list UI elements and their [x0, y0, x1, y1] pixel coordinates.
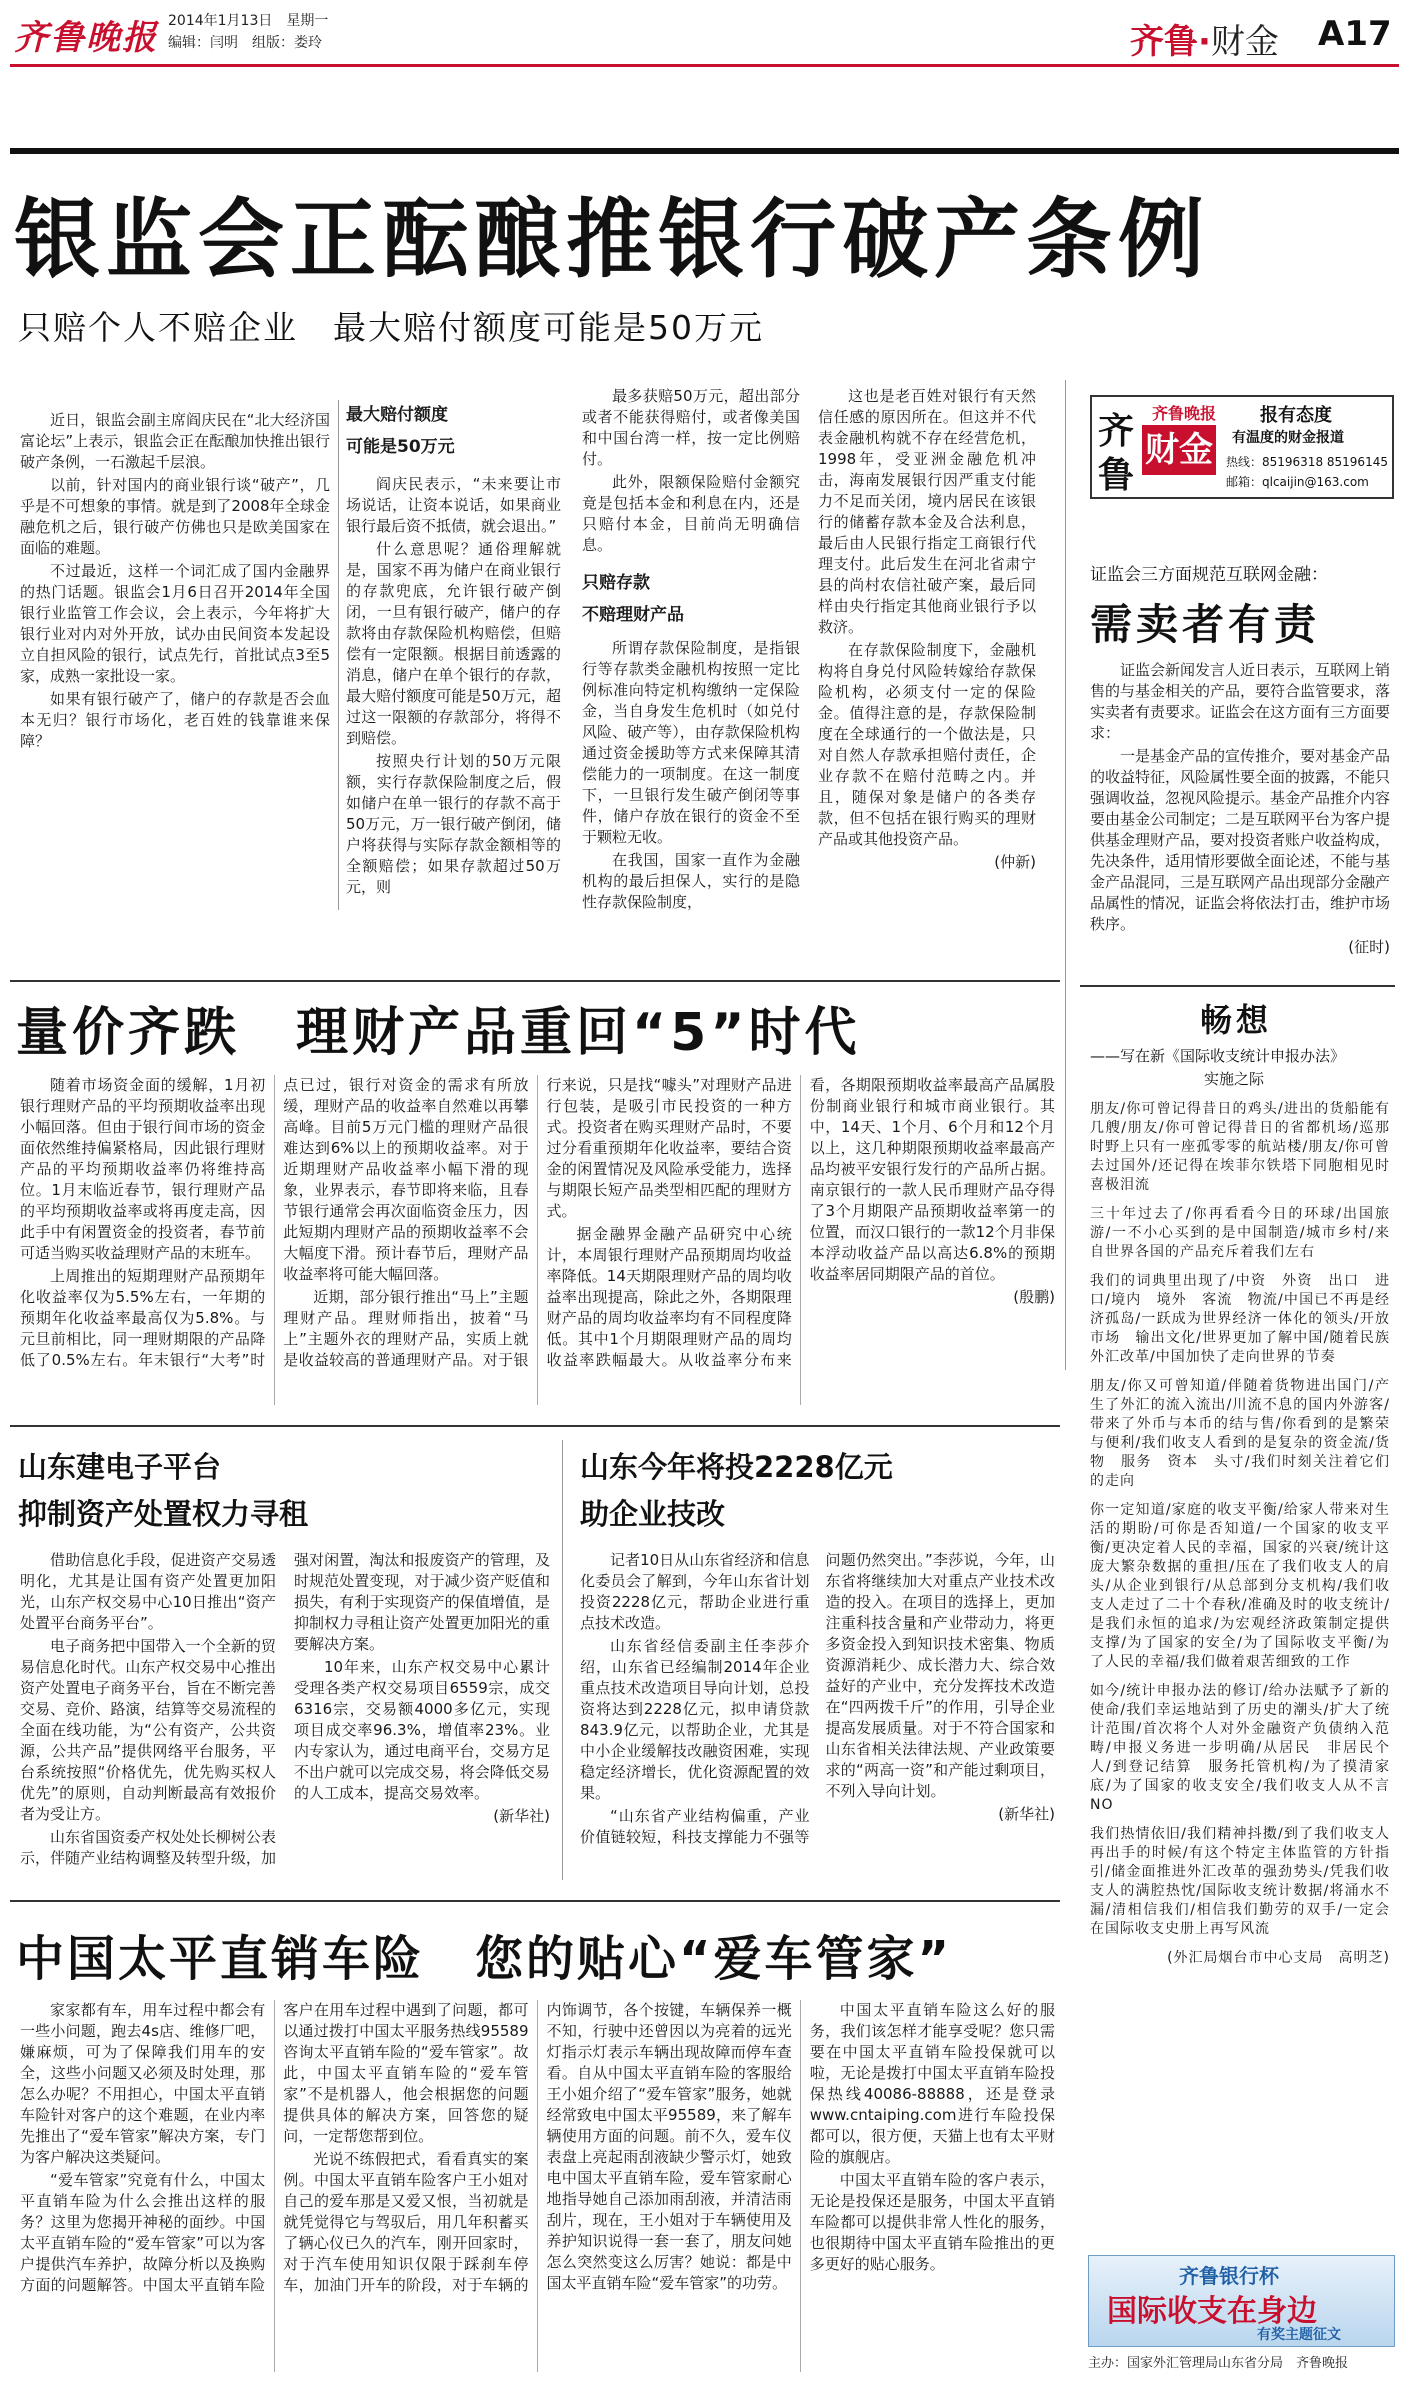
poem-title: 畅想	[1200, 1001, 1273, 1039]
issue-date: 2014年1月13日 星期一	[168, 13, 329, 29]
right-paragraph: 证监会新闻发言人近日表示，互联网上销售的与基金相关的产品，要符合监管要求，落实卖者有责要求。证监会在这方面有三方面要求：	[1090, 661, 1391, 742]
story3-headline-2: 抑制资产处置权力寻租	[18, 1497, 309, 1531]
lead-paragraph: 最多获赔50万元，超出部分或者不能获得赔付，或者像美国和中国台湾一样，按一定比例赔付。	[582, 387, 800, 468]
top-thick-rule	[10, 148, 1399, 154]
story5-paragraph: 中国太平直销车险这么好的服务，我们该怎样才能享受呢？您只需要在中国太平直销车险投保就可以啦，无论是拨打中国太平直销车险投保热线40086-88888，还是登录www.cntaiping.com进行车险投保都可以，很方便，天猫上也有太平财险的旗舰店。	[809, 2001, 1055, 2166]
poem-subtitle-2: 实施之际	[1204, 1070, 1265, 1088]
lead-paragraph: 所谓存款保险制度，是指银行等存款类金融机构按照一定比例标准向特定机构缴纳一定保险金，当自身发生危机时（如兑付风险、破产等），由存款保险机构通过资金援助等方式来保障其清偿能力的一项制度。在这一制度下，一旦银行发生破产倒闭等事件，储户存放在银行的资金不至于颗粒无收。	[582, 639, 800, 846]
lead-paragraph: 以前，针对国内的商业银行谈“破产”，几乎是不可想象的事情。就是到了2008年全球金融危机之后，银行破产仿佛也只是欧美国家在面临的难题。	[20, 476, 330, 557]
story3-paragraph: 电子商务把中国带入一个全新的贸易信息化时代。山东产权交易中心推出资产处置电子商务平台，旨在不断完善交易、竞价、路演，结算等交易流程的全面在线功能，为“公有资产，公共资源，公共产品”提供网络平台服务，平台系统按照“价格优先，优先购买权人优先”的原则，自动判断最高有效报价者为受让方。	[20, 1637, 276, 1823]
lead-paragraph: 近日，银监会副主席阎庆民在“北大经济国富论坛”上表示，银监会正在酝酿加快推出银行破产条例，一石激起千层浪。	[20, 411, 330, 471]
ad-hotline: 热线：85196318 85196145	[1226, 455, 1388, 469]
lead-subhead: 可能是50万元	[346, 437, 455, 457]
ad-slogan-b: 有温度的财金报道	[1232, 430, 1344, 446]
byline: (外汇局烟台市中心支局 高明芝)	[1167, 1950, 1390, 1966]
paper-logo: 齐鲁晚报	[14, 18, 158, 58]
ad-logo-qi: 齐	[1098, 411, 1135, 452]
banner-line-2: 国际收支在身边	[1107, 2294, 1317, 2329]
right-story-body	[1090, 660, 1390, 960]
story4-paragraph: 记者10日从山东省经济和信息化委员会了解到，今年山东省计划投资2228亿元，帮助企业进行重点技术改造。	[580, 1551, 810, 1632]
banner-line-1: 齐鲁银行杯	[1179, 2264, 1279, 2288]
section-name-b: 财金	[1210, 22, 1279, 62]
byline: (仲新)	[994, 853, 1036, 871]
masthead-rule	[10, 64, 1399, 67]
column-divider	[1065, 380, 1066, 1370]
essay-contest-banner	[1088, 2255, 1395, 2347]
story2-paragraph: 近期，部分银行推出“马上”主题理财产品。理财师指出，披着“马上”主题外衣的理财产品，实质上就是收益较高的普通理财产品。对于银行来说，只是找“噱头”对理财产品进行包装，是吸引市民投资的一种方式。投资者在购买理财产品时，不要过分看重预期年化收益率，要结合资金的闲置情况及风险承受能力，选择与期限长短产品类型相匹配的理财方式。	[283, 1076, 792, 1369]
lead-paragraph: 按照央行计划的50万元限额，实行存款保险制度之后，假如储户在单一银行的存款不高于50万元，万一银行破产倒闭，储户将获得与实际存款金额相等的全额赔偿；如果存款超过50万元，则	[346, 752, 561, 896]
story5-paragraph: “爱车管家”究竟有什么，中国太平直销车险为什么会推出这样的服务？这里为您揭开神秘的面纱。中国太平直销车险的“爱车管家”可以为客户提供汽车养护，故障分析以及换购方面的问题解答。中国太平直销车险客户在用车过程中遇到了问题，都可以通过拨打中国太平服务热线95589咨询太平直销车险的“爱车管家”。故此，中国太平直销车险的“爱车管家”不是机器人，他会根据您的问题提供具体的解决方案，回答您的疑问，一定帮您帮到位。	[20, 2001, 529, 2294]
poem-stanza: 我们的词典里出现了/中资 外资 出口 进口/境内 境外 客流 物流/中国已不再是经济孤岛/一跃成为世界经济一体化的领头/开放市场 输出文化/世界更加了解中国/随着民族 外汇改革/中国加快了走向世界的节奏	[1090, 1273, 1405, 1365]
section-name	[1130, 14, 1279, 63]
section-divider	[1080, 985, 1395, 987]
lead-column-3	[582, 386, 800, 911]
lead-column-2	[346, 400, 561, 905]
story3-headline-1: 山东建电子平台	[18, 1450, 222, 1484]
lead-column-1	[20, 410, 330, 905]
column-ad-box	[1090, 395, 1394, 499]
story5-body	[20, 2000, 1055, 2372]
right-kicker: 证监会三方面规范互联网金融：	[1090, 565, 1328, 585]
poem-stanza: 如今/统计申报办法的修订/给办法赋予了新的使命/我们幸运地站到了历史的潮头/扩大了统计范围/首次将个人对外金融资产负债纳入范畴/申报义务进一步明确/从居民 非居民个人/到登记结算 服务托管机构/为了摸清家底/为了国家的收支安全/我们收支人从不言NO	[1090, 1683, 1390, 1813]
poem-stanza: 朋友/你可曾记得昔日的鸡头/进出的货船能有几艘/朋友/你可曾记得昔日的省都机场/巡那时野上只有一座孤零零的航站楼/朋友/你可曾去过国外/还记得在埃菲尔铁塔下同胞相见时喜极泪流	[1090, 1101, 1390, 1193]
section-name-a: 齐鲁	[1130, 22, 1198, 62]
story2-body	[20, 1075, 1055, 1405]
story2-paragraph: 随着市场资金面的缓解，1月初银行理财产品的平均预期收益率出现小幅回落。但由于银行间市场的资金面依然维持偏紧格局，因此银行理财产品的平均预期收益率仍将维持高位。1月末临近春节，银行理财产品的平均预期收益率或将再度走高，因此手中有闲置资金的投资者，春节前可适当购买收益理财产品的末班车。	[20, 1076, 266, 1262]
column-divider	[562, 1440, 563, 1880]
byline: (征时)	[1348, 938, 1390, 956]
section-divider	[10, 980, 1060, 982]
lead-headline: 银监会正酝酿推银行破产条例	[14, 190, 1210, 290]
right-paragraph: 一是基金产品的宣传推介，要对基金产品的收益特征，风险属性要全面的披露，不能只强调收益，忽视风险提示。基金产品推介内容要由基金公司制定；二是互联网平台为客户提供基金理财产品，要对投资者账户收益构成，先决条件，适用情形要做全面论述，不能与基金产品混同，三是互联网产品出现部分金融产品属性的情况，证监会将依法打击，维护市场秩序。	[1090, 747, 1391, 933]
poem-body	[1090, 1100, 1405, 2245]
story5-paragraph: 中国太平直销车险的客户表示，无论是投保还是服务，中国太平直销车险都可以提供非常人性化的服务，也很期待中国太平直销车险推出的更多更好的贴心服务。	[809, 2171, 1055, 2273]
byline: (新华社)	[998, 1805, 1055, 1823]
story3-body	[20, 1550, 550, 1880]
story5-headline: 中国太平直销车险 您的贴心“爱车管家”	[16, 1931, 953, 1987]
poem-subtitle-1: ——写在新《国际收支统计申报办法》	[1090, 1047, 1346, 1065]
lead-paragraph: 不过最近，这样一个词汇成了国内金融界的热门话题。银监会1月6日召开2014年全国银行业监管工作会议，会上表示，今年将扩大银行业对内对外开放，试办由民间资本发起设立自担风险的银行，试点先行，首批试点3至5家，成熟一家批设一家。	[20, 562, 330, 685]
page-number: A17	[1318, 14, 1392, 54]
lead-subhead: 只赔存款	[582, 573, 650, 593]
lead-paragraph: 此外，限额保险赔付金额究竟是包括本金和利息在内，还是只赔付本金，目前尚无明确信息。	[582, 473, 800, 554]
section-divider	[10, 1425, 1060, 1427]
lead-subhead: 不赔理财产品	[582, 605, 684, 625]
right-headline: 需卖者有责	[1090, 600, 1321, 649]
lead-paragraph: 什么意思呢？通俗理解就是，国家不再为储户在商业银行的存款兜底，允许银行破产倒闭，一旦有银行破产，储户的存款将由存款保险机构赔偿，但赔偿有一定限额。根据目前透露的消息，储户在单个银行的存款，最大赔付额度可能是50万元，超过这一限额的存款部分，将得不到赔偿。	[346, 540, 561, 747]
section-divider	[10, 1900, 1060, 1902]
byline: (新华社)	[493, 1807, 550, 1825]
byline: (殷鹏)	[1013, 1288, 1055, 1306]
story4-paragraph: 山东省经信委副主任李莎介绍，山东省已经编制2014年企业重点技术改造项目导向计划，总投资将达到2228亿元，拟申请贷款843.9亿元，以帮助企业，尤其是中小企业缓解技改融资困难，实现稳定经济增长，优化资源配置的效果。	[580, 1637, 810, 1802]
ad-paper-name: 齐鲁晚报	[1152, 404, 1217, 423]
story5-paragraph: 光说不练假把式，看看真实的案例。中国太平直销车险客户王小姐对自己的爱车那是又爱又恨，当初就是就凭觉得它与驾驭后，用几年积蓄买了辆心仪已久的汽车，刚开回家时，对于汽车使用知识仅限于踩刹车停车，加油门开车的阶段，对于车辆的内饰调节，各个按键，车辆保养一概不知，行驶中还曾因以为亮着的远光灯指示灯表示车辆出现故障而停车查看。自从中国太平直销车险的客服给王小姐介绍了“爱车管家”服务，她就经常致电中国太平95589，来了解车辆使用方面的问题。前不久，爱车仪表盘上亮起雨刮液缺少警示灯，她致电中国太平直销车险，爱车管家耐心地指导她自己添加雨刮液，并清洁雨刮片，现在，王小姐对于车辆使用及养护知识说得一套一套了，朋友问她怎么突然变这么厉害？她说：都是中国太平直销车险“爱车管家”的功劳。	[283, 2001, 792, 2294]
lead-column-4	[818, 386, 1036, 906]
story3-paragraph: 10年来，山东产权交易中心累计受理各类产权交易项目6559宗，成交6316宗，交易额4000多亿元，实现项目成交率96.3%，增值率23%。业内专家认为，通过电商平台，交易方足不出户就可以完成交易，将会降低交易的人工成本，提高交易效率。	[294, 1658, 550, 1802]
story2-paragraph: 上周推出的短期理财产品预期年化收益率仅为5.5%左右，一年期的预期年化收益率最高仅为5.8%。与元旦前相比，同一理财期限的产品降低了0.5%左右。年末银行“大考”时点已过，银行对资金的需求有所放缓，理财产品的收益率自然难以再攀高峰。目前5万元门槛的理财产品很难达到6%以上的预期收益率。对于近期理财产品收益率小幅下滑的现象，业界表示，春节即将来临，且春节银行通常会再次面临资金压力，因此短期内理财产品的预期收益率不会大幅度下滑。预计春节后，理财产品收益率将可能大幅回落。	[20, 1076, 529, 1369]
banner-sponsor: 主办：国家外汇管理局山东省分局 齐鲁晚报	[1088, 2356, 1349, 2371]
story3-paragraph: 借助信息化手段，促进资产交易透明化，尤其是让国有资产处置更加阳光，山东产权交易中心10日推出“资产处置平台商务平台”。	[20, 1551, 276, 1632]
lead-paragraph: 在存款保险制度下，金融机构将自身兑付风险转嫁给存款保险机构，必须支付一定的保险金。值得注意的是，存款保险制度在全球通行的一个做法是，只对自然人存款承担赔付责任，企业存款不在赔付范畴之内。并且，随保对象是储户的各类存款，但不包括在银行购买的理财产品或其他投资产品。	[818, 641, 1036, 848]
poem-stanza: 三十年过去了/你再看看今日的环球/出国旅游/一不小心买到的是中国制造/城市乡村/来自世界各国的产品充斥着我们左右	[1090, 1206, 1390, 1260]
story3-paragraph: 山东省国资委产权处处长柳树公表示，伴随产业结构调整及转型升级，加强对闲置，淘汰和报废资产的管理，及时规范处置变现，对于减少资产贬值和损失，有利于实现资产的保值增值，是抑制权力寻租让资产处置更加阳光的重要解决方案。	[20, 1551, 550, 1867]
poem-stanza: 朋友/你又可曾知道/伴随着货物进出国门/产生了外汇的流入流出/川流不息的国内外游客/带来了外币与本币的结与售/你看到的是繁荣与便利/我们收支人看到的是复杂的资金流/货物 服务 资本 头寸/我们时刻关注着它们的走向	[1090, 1378, 1390, 1489]
lead-paragraph: 阎庆民表示，“未来要让市场说话，让资本说话，如果商业银行最后资不抵债，就会退出。”	[346, 475, 561, 535]
lead-paragraph: 在我国，国家一直作为金融机构的最后担保人，实行的是隐性存款保险制度，	[582, 851, 800, 911]
lead-subheadline: 只赔个人不赔企业 最大赔付额度可能是50万元	[18, 308, 764, 347]
masthead	[0, 0, 1409, 66]
ad-email: 邮箱：qlcaijin@163.com	[1226, 475, 1369, 489]
lead-paragraph: 这也是老百姓对银行有天然信任感的原因所在。但这并不代表金融机构就不存在经营危机，1998年，受亚洲金融危机冲击，海南发展银行因严重支付能力不足而关闭，境内居民在该银行的储蓄存款本金及合法利息，最后由人民银行指定工商银行代理支付。此后发生在河北省肃宁县的尚村农信社破产案，最后同样由央行指定其他商业银行予以救济。	[818, 387, 1036, 636]
story4-paragraph: “山东省产业结构偏重，产业价值链较短，科技支撑能力不强等问题仍然突出。”李莎说，今年，山东省将继续加大对重点产业技术改造的投入。在项目的选择上，更加注重科技含量和产业带动力，将更多资金投入到知识技术密集、物质资源消耗少、成长潜力大、综合效益好的产业中，充分发挥技术改造在“四两拨千斤”的作用，引导企业提高发展质量。对于不符合国家和山东省相关法律法规、产业政策要求的“两高一资”和产能过剩项目，不列入导向计划。	[580, 1551, 1055, 1846]
story4-body	[580, 1550, 1055, 1880]
poem-stanza: 我们热情依旧/我们精神抖擞/到了我们收支人再出手的时候/有这个特定主体监管的方针指引/储金面推进外汇改革的强劲势头/凭我们收支人的满腔热忱/国际收支统计数据/将涌水不漏/清相信我们/相信我们勤劳的双手/一定会在国际收支史册上再写风流	[1090, 1826, 1390, 1937]
ad-logo-lu: 鲁	[1098, 455, 1135, 496]
story2-headline: 量价齐跌 理财产品重回“5”时代	[16, 1003, 861, 1063]
lead-paragraph: 如果有银行破产了，储户的存款是否会血本无归？银行市场化，老百姓的钱靠谁来保障？	[20, 690, 330, 750]
story4-headline-1: 山东今年将投2228亿元	[580, 1450, 893, 1484]
page-staff: 编辑：闫明 组版：娄玲	[168, 35, 322, 51]
column-divider	[338, 400, 339, 910]
section-dot: ·	[1198, 22, 1211, 62]
story5-paragraph: 家家都有车，用车过程中都会有一些小问题，跑去4s店、维修厂吧，嫌麻烦，可为了保障我们用车的安全，这些小问题又必须及时处理，那怎么办呢？不用担心，中国太平直销车险针对客户的这个难题，在业内率先推出了“爱车管家”解决方案，专门为客户解决这类疑问。	[20, 2001, 266, 2166]
banner-line-3: 有奖主题征文	[1257, 2327, 1341, 2343]
poem-stanza: 你一定知道/家庭的收支平衡/给家人带来对生活的期盼/可你是否知道/一个国家的收支平衡/更决定着人民的幸福，国家的兴衰/统计这庞大繁杂数据的重担/压在了我们收支人的肩头/从企业到银行/从总部到分支机构/我们收支人走过了二十个春秋/准确及时的收支统计/是我们永恒的追求/为宏观经济政策制定提供支撑/为了国家的安全/为了国际收支平衡/为了人民的幸福/我们做着艰苦细致的工作	[1090, 1502, 1390, 1670]
story2-paragraph: 据金融界金融产品研究中心统计，本周银行理财产品预期周均收益率降低。14天期限理财产品的周均收益率出现提高，除此之外，各期限理财产品的周均收益率均有不同程度降低。其中1个月期限理财产品的周均收益率跌幅最大。从收益率分布来看，各期限预期收益率最高产品属股份制商业银行和城市商业银行。其中，14天、1个月、6个月和12个月以上，这几种期限预期收益率最高产品均被平安银行发行的产品所占据。南京银行的一款人民币理财产品夺得了3个月期限产品预期收益率第一的位置，而汉口银行的一款12个月非保本浮动收益产品以高达6.8%的预期收益率居同期限产品的首位。	[546, 1076, 1055, 1369]
ad-slogan-a: 报有态度	[1260, 405, 1332, 426]
lead-subhead: 最大赔付额度	[346, 405, 448, 425]
ad-brand: 财金	[1142, 425, 1216, 475]
story4-headline-2: 助企业技改	[580, 1497, 726, 1531]
